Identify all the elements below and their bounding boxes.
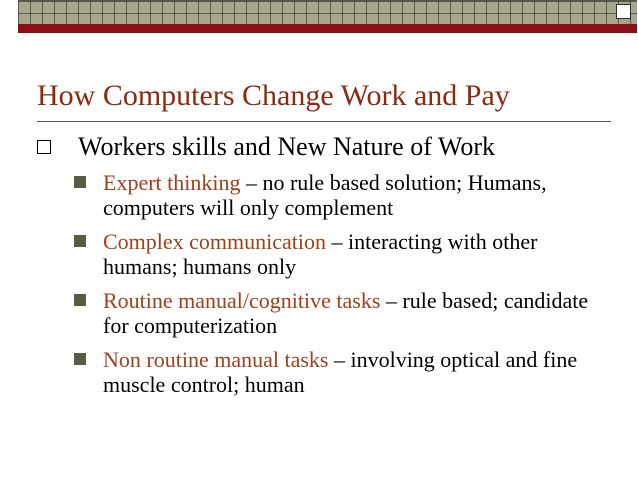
square-icon <box>616 4 631 19</box>
item-text: – involving optical and fine muscle control; human <box>103 347 578 397</box>
header-red-stripe <box>18 24 637 33</box>
header-grid-stripe <box>18 0 637 25</box>
list-item <box>74 347 614 397</box>
list-item <box>74 170 614 220</box>
filled-square-icon <box>74 294 86 306</box>
list-item <box>74 288 614 338</box>
filled-square-icon <box>74 353 86 365</box>
heading-bullet <box>37 132 495 162</box>
item-text: – rule based; candidate for computerization <box>103 288 589 338</box>
header-band <box>18 0 637 33</box>
title-divider <box>37 121 611 122</box>
item-highlight: Expert thinking <box>103 170 241 195</box>
item-text: – interacting with other humans; humans only <box>103 229 538 279</box>
item-highlight: Complex communication <box>103 229 327 254</box>
item-highlight: Non routine manual tasks <box>103 347 329 372</box>
sub-bullet-list <box>74 170 614 406</box>
heading-bullet-text: Workers skills and New Nature of Work <box>78 132 496 161</box>
hollow-square-icon <box>37 140 51 154</box>
page-title: How Computers Change Work and Pay <box>37 79 510 112</box>
filled-square-icon <box>74 176 86 188</box>
item-highlight: Routine manual/cognitive tasks <box>103 288 381 313</box>
list-item <box>74 229 614 279</box>
item-text: – no rule based solution; Humans, computers will only complement <box>103 170 547 220</box>
filled-square-icon <box>74 235 86 247</box>
